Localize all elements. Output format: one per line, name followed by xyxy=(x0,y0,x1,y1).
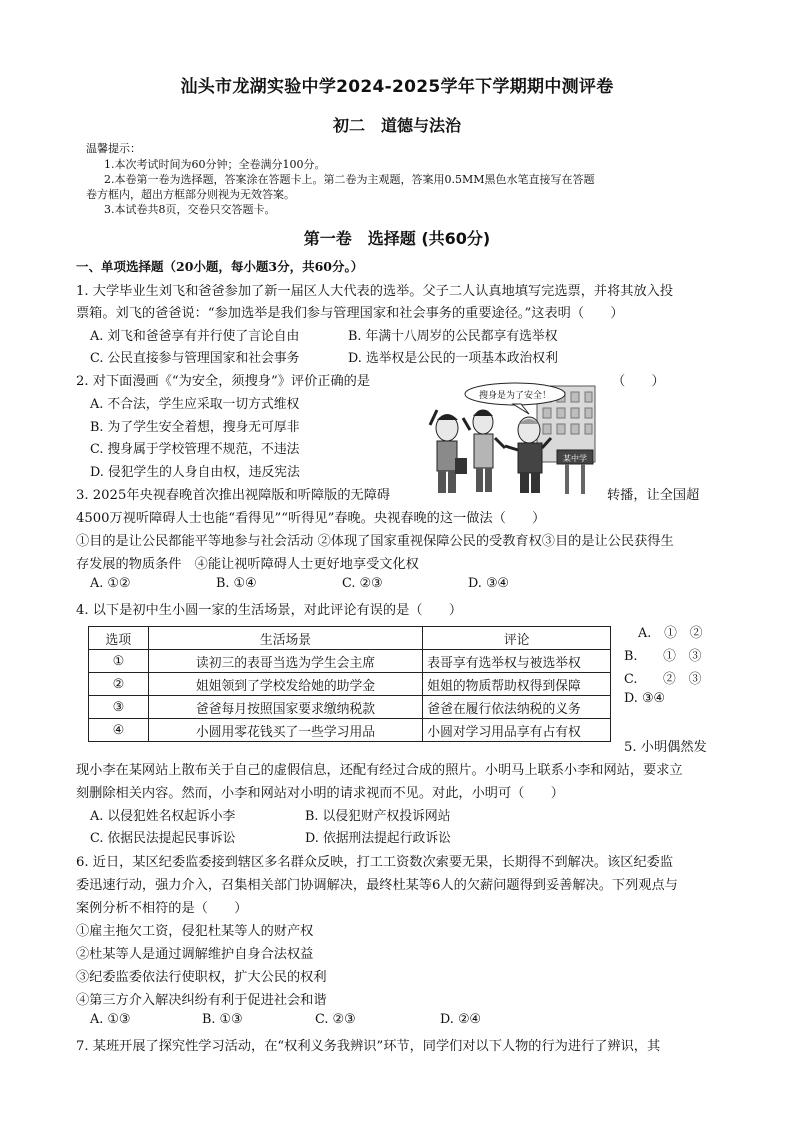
q7-stem-line: 7. 某班开展了探究性学习活动，在“权利义务我辨识”环节，同学们对以下人物的行为进行了辨识，其 xyxy=(76,1039,661,1054)
q6-option-d: D. ②④ xyxy=(440,1012,481,1027)
table-cell: 小圆用零花钱买了一些学习用品 xyxy=(148,719,423,742)
table-header-row xyxy=(89,627,611,650)
cartoon-image xyxy=(425,380,600,498)
q5-option-c: C. 依据民法提起民事诉讼 xyxy=(90,831,236,846)
table-cell: 姐姐的物质帮助权得到保障 xyxy=(423,673,611,696)
q4-option-c: C. ② ③ xyxy=(624,672,702,687)
tips-heading: 温馨提示： xyxy=(86,142,141,155)
q1-stem-line: 1. 大学毕业生刘飞和爸爸参加了新一届区人大代表的选举。父子二人认真地填写完选票，并将其放入投 xyxy=(76,284,674,299)
table-header-cell: 评论 xyxy=(423,627,611,650)
tips-item: 卷方框内，超出方框部分则视为无效答案。 xyxy=(86,188,295,201)
table-row xyxy=(89,696,611,719)
q1-stem-line: 票箱。刘飞的爸爸说：“参加选举是我们参与管理国家和社会事务的重要途径。”这表明（ ） xyxy=(76,306,624,321)
table-cell: ④ xyxy=(89,719,149,742)
tips-item: 2.本卷第一卷为选择题，答案涂在答题卡上。第二卷为主观题，答案用0.5MM黑色水笔直接写在答题 xyxy=(104,173,595,186)
table-row xyxy=(89,650,611,673)
q6-option-c: C. ②③ xyxy=(315,1012,356,1027)
cartoon-sign-label: 某中学 xyxy=(563,454,587,463)
table-row xyxy=(89,719,611,742)
q3-statement-line: ①目的是让公民都能平等地参与社会活动 ②体现了国家重视保障公民的受教育权③目的是让公民获得生 xyxy=(76,534,674,549)
q4-option-a: A. ① ② xyxy=(638,626,703,641)
table-cell: 姐姐领到了学校发给她的助学金 xyxy=(148,673,423,696)
q5-stem-line: 现小李在某网站上散布关于自己的虚假信息，还配有经过合成的照片。小明马上联系小李和网站，要求立 xyxy=(76,763,683,778)
q4-option-b: B. ① ③ xyxy=(624,649,702,664)
q1-option-a: A. 刘飞和爸爸享有并行使了言论自由 xyxy=(90,329,300,344)
q2-stem: 2. 对下面漫画《“为安全，须搜身”》评价正确的是 xyxy=(76,374,371,389)
q3-stem-line: 4500万视听障碍人士也能“看得见”“听得见”春晚。央视春晚的这一做法（ ） xyxy=(76,511,546,526)
q4-option-d: D. ③④ xyxy=(624,691,665,706)
q3-stem-line: 3. 2025年央视春晚首次推出视障版和听障版的无障碍 xyxy=(76,488,391,503)
table-cell: ② xyxy=(89,673,149,696)
q1-option-b: B. 年满十八周岁的公民都享有选举权 xyxy=(348,329,558,344)
q6-stem-line: 委迅速行动，强力介入，召集相关部门协调解决，最终杜某等6人的欠薪问题得到妥善解决。下列观点与 xyxy=(76,878,678,893)
page-title: 汕头市龙湖实验中学2024-2025学年下学期期中测评卷 xyxy=(180,77,614,97)
q5-stem-line: 5. 小明偶然发 xyxy=(624,740,707,755)
table-cell: 表哥享有选举权与被选举权 xyxy=(423,650,611,673)
q5-option-a: A. 以侵犯姓名权起诉小李 xyxy=(90,809,236,824)
q3-option-c: C. ②③ xyxy=(342,576,383,591)
q3-stem-line: 转播，让全国超 xyxy=(607,488,700,503)
table-row xyxy=(89,673,611,696)
q3-option-a: A. ①② xyxy=(90,576,131,591)
q6-stem-line: 6. 近日，某区纪委监委接到辖区多名群众反映，打工工资数次索要无果，长期得不到解决。该区纪委监 xyxy=(76,855,674,870)
table-cell: 爸爸在履行依法纳税的义务 xyxy=(423,696,611,719)
q6-stem-line: 案例分析不相符的是（ ） xyxy=(76,901,248,916)
q5-option-b: B. 以侵犯财产权投诉网站 xyxy=(305,809,451,824)
q6-option-b: B. ①③ xyxy=(202,1012,243,1027)
q6-statement: ②杜某等人是通过调解维护自身合法权益 xyxy=(76,947,314,962)
q2-option-d: D. 侵犯学生的人身自由权，违反宪法 xyxy=(90,465,300,480)
q4-table xyxy=(88,626,611,742)
q3-option-b: B. ①④ xyxy=(216,576,257,591)
q5-stem-line: 刻删除相关内容。然而，小李和网站对小明的请求视而不见。对此，小明可（ ） xyxy=(76,786,564,801)
q6-statement: ③纪委监委依法行使职权，扩大公民的权利 xyxy=(76,970,327,985)
q3-statement-line: 存发展的物质条件 ④能让视听障碍人士更好地享受文化权 xyxy=(76,557,419,572)
cartoon-speech-text: 搜身是为了安全！ xyxy=(478,391,552,401)
q2-option-b: B. 为了学生安全着想，搜身无可厚非 xyxy=(90,420,300,435)
table-cell: 小圆对学习用品享有占有权 xyxy=(423,719,611,742)
q6-statement: ①雇主拖欠工资，侵犯杜某等人的财产权 xyxy=(76,924,314,939)
q6-statement: ④第三方介入解决纠纷有利于促进社会和谐 xyxy=(76,993,327,1008)
q3-option-d: D. ③④ xyxy=(468,576,509,591)
table-cell: ① xyxy=(89,650,149,673)
q1-option-d: D. 选举权是公民的一项基本政治权利 xyxy=(348,351,558,366)
tips-item: 3.本试卷共8页，交卷只交答题卡。 xyxy=(104,203,276,216)
part-title: 第一卷 选择题 (共60分) xyxy=(303,229,491,248)
q4-stem: 4. 以下是初中生小圆一家的生活场景，对此评论有误的是（ ） xyxy=(76,603,463,618)
table-header-cell: 生活场景 xyxy=(148,627,423,650)
q6-option-a: A. ①③ xyxy=(90,1012,131,1027)
table-cell: 读初三的表哥当选为学生会主席 xyxy=(148,650,423,673)
section-heading: 一、单项选择题（20小题，每小题3分，共60分。） xyxy=(76,259,364,274)
tips-item: 1.本次考试时间为60分钟；全卷满分100分。 xyxy=(104,158,326,171)
q2-paren: （ ） xyxy=(612,374,665,389)
table-cell: 爸爸每月按照国家要求缴纳税款 xyxy=(148,696,423,719)
q5-option-d: D. 依据刑法提起行政诉讼 xyxy=(305,831,451,846)
q2-option-c: C. 搜身属于学校管理不规范，不违法 xyxy=(90,442,300,457)
table-cell: ③ xyxy=(89,696,149,719)
table-header-cell: 选项 xyxy=(89,627,149,650)
q1-option-c: C. 公民直接参与管理国家和社会事务 xyxy=(90,351,300,366)
q2-option-a: A. 不合法，学生应采取一切方式维权 xyxy=(90,397,300,412)
page-subtitle: 初二 道德与法治 xyxy=(332,116,461,135)
